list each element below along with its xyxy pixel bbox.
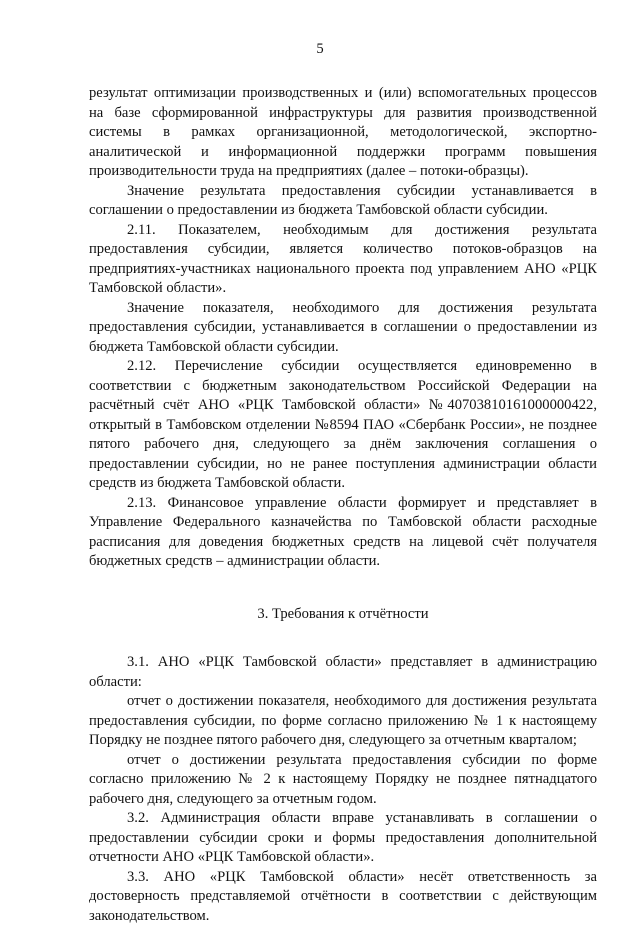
paragraph-3-2: 3.2. Администрация области вправе устанавливать в соглашении о предоставлении субсидии сроки и формы предоставления дополнительной отчетности АНО «РЦК Тамбовской области». (89, 809, 597, 868)
paragraph-2-12: 2.12. Перечисление субсидии осуществляется единовременно в соответствии с бюджетным законодательством Российской Федерации на расчётный счёт АНО «РЦК Тамбовской области» №40703810161000000422, открытый в Тамбовском отделении №8594 ПАО «Сбербанк России», не позднее пятого рабочего дня, следующего за днём заключения соглашения о предоставлении субсидии, но не ранее поступления администрации области средств из бюджета Тамбовской области. (89, 357, 597, 494)
section-heading: 3. Требования к отчётности (89, 605, 597, 625)
paragraph-report-indicator: отчет о достижении показателя, необходимого для достижения результата предоставления субсидии, по форме согласно приложению № 1 к настоящему Порядку не позднее пятого рабочего дня, следующего за отчетным кварталом; (89, 692, 597, 751)
paragraph-indicator-value: Значение показателя, необходимого для достижения результата предоставления субсидии, устанавливается в соглашении о предоставлении из бюджета Тамбовской области субсидии. (89, 299, 597, 358)
paragraph-2-11: 2.11. Показателем, необходимым для достижения результата предоставления субсидии, является количество потоков-образцов на предприятиях-участниках национального проекта под управлением АНО «РЦК Тамбовской области». (89, 221, 597, 299)
paragraph-3-3: 3.3. АНО «РЦК Тамбовской области» несёт ответственность за достоверность представляемой отчётности в соответствии с действующим законодательством. (89, 868, 597, 926)
paragraph-report-result: отчет о достижении результата предоставления субсидии по форме согласно приложению № 2 к настоящему Порядку не позднее пятнадцатого рабочего дня, следующего за отчетным годом. (89, 751, 597, 810)
document-body (89, 84, 597, 926)
paragraph-result-value: Значение результата предоставления субсидии устанавливается в соглашении о предоставлении из бюджета Тамбовской области субсидии. (89, 182, 597, 221)
paragraph-continuation: результат оптимизации производственных и (или) вспомогательных процессов на базе сформированной инфраструктуры для развития производственной системы в рамках организационной, методологической, экспортно-аналитической и информационной поддержки программ повышения производительности труда на предприятиях (далее – потоки-образцы). (89, 84, 597, 182)
paragraph-2-13: 2.13. Финансовое управление области формирует и представляет в Управление Федерального казначейства по Тамбовской области расходные расписания для доведения бюджетных средств на лицевой счёт получателя бюджетных средств – администрации области. (89, 494, 597, 572)
page-number: 5 (0, 40, 640, 60)
paragraph-3-1: 3.1. АНО «РЦК Тамбовской области» представляет в администрацию области: (89, 653, 597, 692)
